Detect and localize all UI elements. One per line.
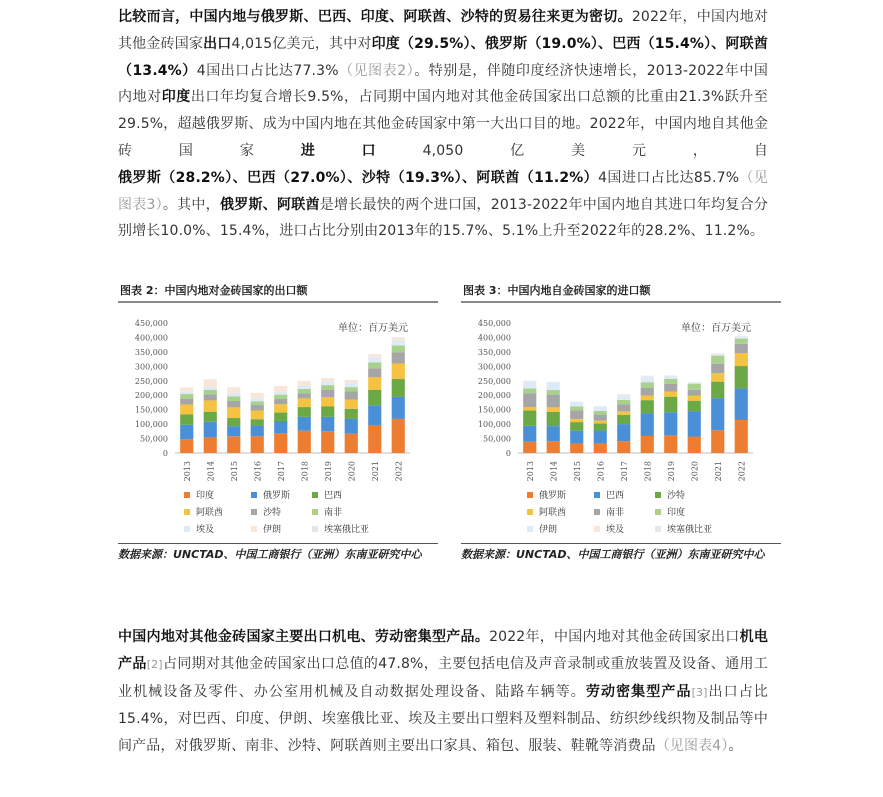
y-tick-label: 200,000	[134, 391, 168, 401]
bar-segment	[274, 421, 287, 433]
bar-segment	[180, 394, 193, 399]
bar-segment	[345, 380, 358, 383]
figure-reference-link[interactable]: （见图表4）	[655, 738, 729, 755]
bar-segment	[523, 442, 536, 453]
bar-segment	[523, 388, 536, 393]
bar-segment	[547, 426, 560, 441]
bar-segment	[617, 411, 630, 414]
bar-segment	[274, 387, 287, 392]
legend-label: 南非	[324, 508, 343, 518]
y-tick-label: 450,000	[477, 319, 511, 328]
bar-segment	[274, 433, 287, 453]
bar-segment	[664, 397, 677, 413]
x-tick-label: 2021	[370, 461, 380, 482]
bar-segment	[227, 396, 240, 401]
emphasis-import-shares: 俄罗斯（28.2%）、巴西（27.0%）、沙特（19.3%）、阿联酋（11.2%）	[118, 169, 599, 186]
text-run: 4,015亿美元，其中对	[231, 35, 372, 52]
emphasis-export-shares: 印度（29.5%）、俄罗斯（19.0%）、巴西（15.4%）、阿联酋（13.4%）	[118, 35, 768, 79]
bar-segment	[688, 401, 701, 412]
bar-segment	[523, 426, 536, 442]
bar-segment	[321, 406, 334, 416]
bar-segment	[392, 379, 405, 397]
bar-segment	[251, 436, 264, 453]
bar-segment	[345, 400, 358, 409]
bar-segment	[664, 412, 677, 435]
x-tick-label: 2015	[229, 461, 239, 482]
emphasis-fastest-growing: 俄罗斯、阿联酋	[219, 196, 320, 213]
x-tick-label: 2022	[394, 461, 404, 482]
emphasis-export: 出口	[203, 35, 232, 52]
bar-segment	[617, 424, 630, 441]
bar-segment	[641, 436, 654, 453]
bar-segment	[180, 439, 193, 453]
legend-label: 沙特	[667, 491, 686, 501]
y-tick-label: 400,000	[477, 333, 511, 343]
text-run: 2022年，中国内地对其他金砖国家	[118, 9, 769, 52]
y-tick-label: 300,000	[477, 362, 511, 372]
y-tick-label: 50,000	[483, 434, 511, 444]
paragraph-brics-trade	[118, 4, 768, 245]
bar-segment	[547, 395, 560, 408]
bar-segment	[688, 396, 701, 401]
lead-sentence: 中国内地对其他金砖国家主要出口机电、劳动密集型产品。	[118, 629, 490, 645]
bar-segment	[594, 444, 607, 453]
legend-label: 伊朗	[263, 525, 282, 535]
bar-segment	[688, 383, 701, 384]
bar-segment	[345, 387, 358, 391]
bar-segment	[345, 391, 358, 399]
bar-segment	[735, 389, 748, 420]
bar-segment	[711, 354, 724, 356]
bar-segment	[204, 422, 217, 438]
bar-segment	[641, 388, 654, 396]
bar-segment	[227, 426, 240, 436]
bar-segment	[321, 431, 334, 453]
bar-segment	[274, 399, 287, 404]
text-run: 4,050亿美元，自	[422, 142, 768, 159]
bar-segment	[617, 400, 630, 405]
bar-segment	[570, 410, 583, 419]
bar-segment	[664, 376, 677, 379]
bar-segment	[204, 380, 217, 387]
bar-segment	[251, 411, 264, 420]
bar-segment	[735, 353, 748, 366]
bar-segment	[368, 357, 381, 362]
legend-label: 印度	[196, 491, 215, 501]
bar-segment	[570, 402, 583, 407]
legend-swatch	[184, 509, 190, 515]
bar-segment	[570, 419, 583, 422]
emphasis-india: 印度	[161, 89, 191, 106]
legend-label: 印度	[667, 508, 686, 518]
bar-segment	[641, 382, 654, 387]
bar-segment	[227, 388, 240, 393]
legend-swatch	[251, 509, 257, 515]
bar-segment	[251, 419, 264, 425]
emphasis-electromechanical: 机电产品	[118, 629, 768, 672]
bar-segment	[345, 434, 358, 453]
bar-segment	[392, 419, 405, 453]
bar-segment	[251, 426, 264, 437]
bar-segment	[392, 341, 405, 346]
legend-swatch	[251, 492, 257, 498]
import-stacked-bar-chart	[461, 303, 781, 543]
bar-segment	[523, 407, 536, 410]
x-tick-label: 2017	[276, 461, 286, 482]
text-run: 4国出口占比达77.3%	[196, 62, 339, 79]
x-tick-label: 2021	[713, 461, 723, 482]
figure-reference-link[interactable]: （见图表2）	[338, 62, 415, 79]
bar-segment	[298, 385, 311, 388]
bar-segment	[570, 406, 583, 410]
x-tick-label: 2013	[525, 461, 535, 482]
unit-label: 单位：百万美元	[338, 323, 408, 334]
bar-segment	[711, 373, 724, 381]
legend-swatch	[527, 492, 533, 498]
bar-segment	[711, 430, 724, 453]
legend-label: 阿联酋	[539, 508, 567, 518]
bar-segment	[251, 393, 264, 398]
bar-segment	[392, 363, 405, 379]
bar-segment	[368, 390, 381, 406]
bar-segment	[274, 392, 287, 395]
bar-segment	[321, 397, 334, 407]
legend-label: 埃及	[606, 525, 625, 535]
y-tick-label: 0	[505, 449, 511, 458]
bar-segment	[251, 405, 264, 410]
x-tick-label: 2014	[206, 461, 216, 482]
bar-segment	[204, 379, 217, 380]
x-tick-label: 2019	[323, 461, 333, 482]
legend-label: 伊朗	[539, 525, 558, 535]
legend-swatch	[594, 526, 600, 532]
bar-segment	[180, 399, 193, 404]
bar-segment	[321, 379, 334, 382]
bar-segment	[711, 364, 724, 374]
bar-segment	[523, 381, 536, 388]
bar-segment	[204, 412, 217, 422]
legend-label: 巴西	[606, 491, 625, 501]
bar-segment	[392, 338, 405, 341]
bar-segment	[345, 409, 358, 419]
bar-segment	[274, 386, 287, 387]
text-run: 是增长最快的两个进口国，2013-2022年中国内地自其进口年均复合分别增长10.0%、15.4%，进口占比分别由2013年的15.7%、5.1%上升至2022年的28.2%、11.2%。	[118, 196, 768, 240]
export-stacked-bar-chart	[118, 303, 438, 543]
bar-segment	[204, 390, 217, 395]
bar-segment	[711, 382, 724, 398]
x-tick-label: 2019	[666, 461, 676, 482]
text-run: 4国进口占比达85.7%	[598, 169, 740, 186]
y-tick-label: 100,000	[134, 420, 168, 430]
bar-segment	[594, 430, 607, 443]
legend-swatch	[527, 509, 533, 515]
bar-segment	[298, 389, 311, 394]
bar-segment	[547, 390, 560, 395]
bar-segment	[570, 431, 583, 444]
x-tick-label: 2018	[300, 461, 310, 482]
bar-segment	[735, 344, 748, 353]
bar-segment	[227, 387, 240, 388]
bar-segment	[547, 407, 560, 412]
figure-reference-link[interactable]: （见图表3）	[118, 169, 768, 213]
footnote-link[interactable]: [2]	[146, 657, 163, 671]
legend-label: 南非	[606, 508, 625, 518]
bar-segment	[368, 362, 381, 368]
bar-segment	[251, 393, 264, 394]
bar-segment	[368, 425, 381, 453]
bar-segment	[641, 413, 654, 436]
bar-segment	[523, 393, 536, 407]
emphasis-import: 进口	[300, 142, 423, 159]
legend-swatch	[594, 492, 600, 498]
legend-swatch	[594, 509, 600, 515]
bar-segment	[204, 394, 217, 400]
y-tick-label: 100,000	[477, 420, 511, 430]
legend-label: 巴西	[324, 491, 343, 501]
y-tick-label: 150,000	[477, 405, 511, 415]
bar-segment	[594, 421, 607, 424]
bar-segment	[392, 337, 405, 338]
legend-swatch	[655, 526, 661, 532]
x-tick-label: 2016	[253, 461, 263, 482]
bar-segment	[251, 401, 264, 405]
bar-segment	[735, 420, 748, 453]
emphasis-labor-intensive: 劳动密集型产品	[585, 683, 692, 700]
bar-segment	[570, 422, 583, 431]
bar-segment	[594, 406, 607, 410]
bar-segment	[180, 392, 193, 394]
bar-segment	[547, 412, 560, 426]
y-tick-label: 400,000	[134, 333, 168, 343]
bar-segment	[594, 411, 607, 414]
lead-sentence: 比较而言，中国内地与俄罗斯、巴西、印度、阿联酋、沙特的贸易往来更为密切。	[118, 9, 632, 25]
bar-segment	[274, 404, 287, 412]
bar-segment	[345, 383, 358, 387]
bar-segment	[368, 368, 381, 377]
text-run: 占同期对其他金砖国家出口总值的47.8%，主要包括电信及声音录制或重放装置及设备、通用工业机械设备及零件、办公室用机械及自动数据处理设备、陆路车辆等。	[118, 655, 768, 700]
y-tick-label: 350,000	[134, 347, 168, 357]
bar-segment	[368, 377, 381, 390]
bar-segment	[641, 400, 654, 413]
paragraph-main-exports	[118, 624, 768, 760]
legend-label: 阿联酋	[196, 508, 224, 518]
bar-segment	[594, 414, 607, 420]
figure-2-export-chart	[118, 281, 438, 591]
legend-swatch	[184, 492, 190, 498]
bar-segment	[345, 380, 358, 381]
bar-segment	[664, 435, 677, 453]
bar-segment	[392, 397, 405, 419]
figure-3-title: 图表 3：中国内地自金砖国家的进口额	[461, 281, 781, 303]
bar-segment	[641, 396, 654, 401]
bar-segment	[180, 388, 193, 392]
text-run: 。其中，	[162, 196, 220, 213]
x-tick-label: 2016	[596, 461, 606, 482]
y-tick-label: 250,000	[477, 376, 511, 386]
y-tick-label: 200,000	[477, 391, 511, 401]
bar-segment	[547, 382, 560, 390]
x-tick-label: 2013	[182, 461, 192, 482]
y-tick-label: 300,000	[134, 362, 168, 372]
bar-segment	[368, 405, 381, 425]
bar-segment	[298, 398, 311, 407]
bar-segment	[204, 437, 217, 453]
bar-segment	[227, 436, 240, 453]
x-tick-label: 2017	[619, 461, 629, 482]
bar-segment	[345, 419, 358, 434]
bar-segment	[298, 381, 311, 385]
bar-segment	[617, 415, 630, 424]
bar-segment	[547, 441, 560, 453]
x-tick-label: 2014	[549, 461, 559, 482]
bar-segment	[392, 346, 405, 353]
bar-segment	[227, 401, 240, 407]
bar-segment	[321, 417, 334, 431]
bar-segment	[617, 404, 630, 411]
legend-label: 沙特	[263, 508, 282, 518]
bar-segment	[392, 352, 405, 363]
x-tick-label: 2015	[572, 461, 582, 482]
bar-segment	[274, 413, 287, 421]
bar-segment	[180, 414, 193, 424]
figure-2-title: 图表 2：中国内地对金砖国家的出口额	[118, 281, 438, 303]
x-tick-label: 2018	[643, 461, 653, 482]
bar-segment	[664, 391, 677, 396]
bar-segment	[274, 395, 287, 399]
legend-swatch	[655, 509, 661, 515]
bar-segment	[298, 393, 311, 398]
bar-segment	[298, 407, 311, 417]
legend-swatch	[312, 492, 318, 498]
figure-3-import-chart	[461, 281, 781, 591]
legend-label: 埃塞俄比亚	[667, 525, 713, 535]
bar-segment	[594, 424, 607, 431]
bar-segment	[321, 390, 334, 397]
bar-segment	[617, 394, 630, 399]
legend-swatch	[251, 526, 257, 532]
bar-segment	[570, 443, 583, 453]
x-tick-label: 2020	[347, 461, 357, 482]
y-tick-label: 250,000	[134, 376, 168, 386]
bar-segment	[735, 339, 748, 344]
bar-segment	[321, 385, 334, 390]
bar-segment	[180, 425, 193, 439]
y-tick-label: 0	[162, 449, 168, 458]
bar-segment	[368, 354, 381, 355]
legend-label: 俄罗斯	[263, 491, 291, 501]
bar-segment	[664, 384, 677, 392]
x-tick-label: 2022	[737, 461, 747, 482]
figure-2-source: 数据来源：UNCTAD、中国工商银行（亚洲）东南亚研究中心	[118, 543, 438, 563]
bar-segment	[204, 400, 217, 411]
bar-segment	[735, 337, 748, 339]
text-run: 。特别是，伴随印度经济快速增长，2013-2022年中国内地对	[118, 62, 769, 106]
bar-segment	[321, 382, 334, 385]
y-tick-label: 450,000	[134, 319, 168, 328]
bar-segment	[641, 376, 654, 382]
text-run: 2022年，中国内地对其他金砖国家出口	[489, 629, 740, 645]
bar-segment	[664, 379, 677, 384]
bar-segment	[298, 417, 311, 431]
bar-segment	[180, 404, 193, 414]
y-tick-label: 150,000	[134, 405, 168, 415]
y-tick-label: 50,000	[140, 434, 168, 444]
bar-segment	[227, 407, 240, 418]
unit-label: 单位：百万美元	[681, 323, 751, 334]
text-run: 。	[728, 738, 743, 755]
bar-segment	[523, 411, 536, 426]
bar-segment	[688, 412, 701, 437]
text-run: 出口年均复合增长9.5%，占同期中国内地对其他金砖国家出口总额的比重由21.3%跃升至29.5%，超越俄罗斯、成为中国内地在其他金砖国家中第一大出口目的地。2022年，中国内地自其他金砖国家	[118, 89, 768, 159]
bar-segment	[204, 387, 217, 390]
legend-swatch	[312, 526, 318, 532]
bar-segment	[251, 398, 264, 401]
text-run: 出口占比15.4%，对巴西、印度、伊朗、埃塞俄比亚、埃及主要出口塑料及塑料制品、纺织纱线织物及制品等中间产品，对俄罗斯、南非、沙特、阿联酋则主要出口家具、箱包、服装、鞋靴等消费品	[118, 683, 768, 755]
legend-swatch	[655, 492, 661, 498]
x-tick-label: 2020	[690, 461, 700, 482]
bar-segment	[368, 355, 381, 357]
figure-3-source: 数据来源：UNCTAD、中国工商银行（亚洲）东南亚研究中心	[461, 543, 781, 563]
legend-swatch	[527, 526, 533, 532]
bar-segment	[735, 366, 748, 389]
y-tick-label: 350,000	[477, 347, 511, 357]
legend-label: 俄罗斯	[539, 491, 567, 501]
bar-segment	[298, 381, 311, 382]
bar-segment	[688, 384, 701, 390]
legend-swatch	[184, 526, 190, 532]
legend-label: 埃塞俄比亚	[324, 525, 370, 535]
legend-swatch	[312, 509, 318, 515]
bar-segment	[711, 398, 724, 430]
bar-segment	[688, 390, 701, 396]
bar-segment	[617, 441, 630, 453]
legend-label: 埃及	[196, 525, 215, 535]
bar-segment	[688, 437, 701, 453]
footnote-link[interactable]: [3]	[691, 685, 708, 699]
bar-segment	[227, 418, 240, 426]
bar-segment	[298, 431, 311, 453]
bar-segment	[321, 378, 334, 379]
bar-segment	[711, 356, 724, 364]
bar-segment	[227, 393, 240, 396]
